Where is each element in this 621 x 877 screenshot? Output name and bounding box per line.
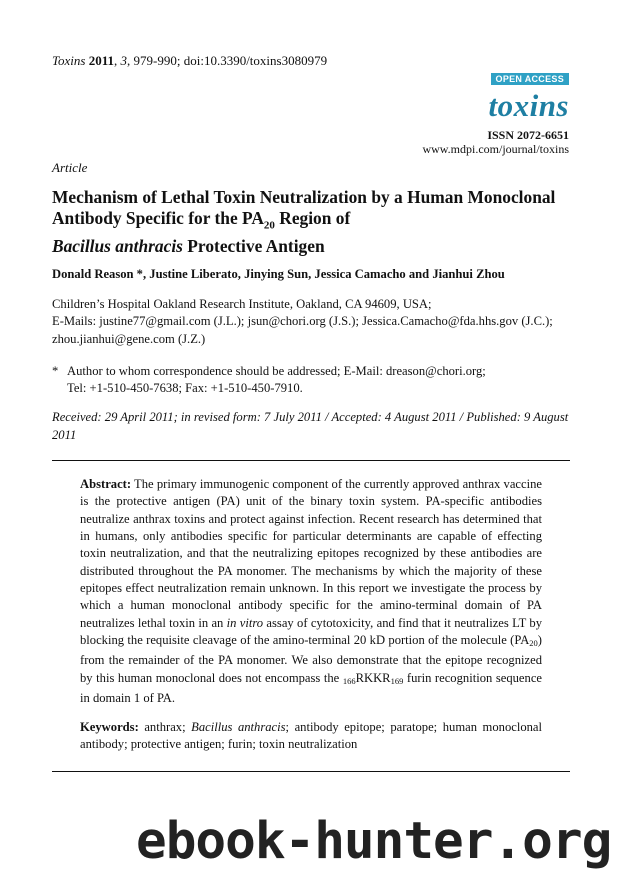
affiliation-emails: E-Mails: justine77@gmail.com (J.L.); jsun@chori.org (J.S.); Jessica.Camacho@fda.hhs.gov (J.C.); zhou.jianhui@gene.com (J.Z.) [52,314,553,346]
journal-citation: Toxins 2011, 3, 979-990; doi:10.3390/toxins3080979 [52,53,328,68]
title-species: Bacillus anthracis [52,236,183,257]
title-subscript: 20 [263,219,275,232]
journal-logo: toxins [488,88,569,123]
abstract-italic: in vitro [226,615,264,630]
keywords-text-1: anthrax; [138,720,192,734]
title-part-2: Region of [274,208,351,228]
journal-name: Toxins [52,53,86,68]
journal-year: 2011 [88,53,115,68]
divider-bottom [52,771,570,772]
divider-top [52,460,570,461]
keywords-italic: Bacillus anthracis [191,720,286,734]
abstract-motif: RKKR [355,670,391,685]
abstract [80,476,542,707]
publication-history: Received: 29 April 2011; in revised form: 7 July 2011 / Accepted: 4 August 2011 / Published: 9 August 2011 [52,410,569,442]
correspondence-line-2: Tel: +1-510-450-7638; Fax: +1-510-450-7910. [67,381,303,396]
abstract-text-3: ) from the remainder of the PA monomer. We also demonstrate that the epitope recognized by this human monoclonal does not encompass the [80,633,542,685]
title-part-1: Mechanism of Lethal Toxin Neutralization by a Human Monoclonal Antibody Specific for the PA [52,187,556,228]
open-access-badge: OPEN ACCESS [491,73,569,85]
title-part-3: Protective Antigen [182,236,325,257]
author-list: Donald Reason *, Justine Liberato, Jinying Sun, Jessica Camacho and Jianhui Zhou [52,267,505,281]
abstract-postsubscript: 169 [390,675,404,686]
abstract-text-1: The primary immunogenic component of the currently approved anthrax vaccine is the protective antigen (PA) unit of the binary toxin system. PA-specific antibodies neutralize anthrax toxins and protect against infection. Recent research has determined that in humans, only antibodies specific for particular determinants are capable of effecting toxin neutralization, and that the neutralizing epitopes recognized by these antibodies are distributed throughout the PA monomer. The mechanisms by which the majority of these epitopes effect neutralization remain unknown. In this report we investigate the process by which a human monoclonal antibody specific for the amino-terminal domain of PA neutralizes lethal toxin in an [80,477,542,630]
abstract-text-2: assay of cytotoxicity, and find that it neutralizes LT by blocking the requisite cleavage of the amino-terminal 20 kD portion of the molecule (PA [80,615,543,648]
keywords-label: Keywords: [80,720,139,734]
affiliation [52,296,572,348]
abstract-text-4: furin recognition sequence in domain 1 of PA. [80,670,542,706]
watermark: ebook-hunter.org [136,812,612,871]
article-title [52,187,572,257]
journal-website-link[interactable]: www.mdpi.com/journal/toxins [422,142,569,156]
correspondence-marker: * [52,364,59,378]
affiliation-institution: Children’s Hospital Oakland Research Institute, Oakland, CA 94609, USA; [52,297,432,311]
abstract-subscript-1: 20 [529,638,538,649]
issn: ISSN 2072-6651 [487,128,569,142]
article-type: Article [52,160,88,175]
keywords-text-2: ; antibody epitope; paratope; human monoclonal antibody; protective antigen; furin; toxin neutralization [80,720,543,752]
journal-doi: , 979-990; doi:10.3390/toxins3080979 [127,53,328,68]
correspondence-line-1: Author to whom correspondence should be addressed; E-Mail: dreason@chori.org; [67,364,486,378]
abstract-presubscript: 166 [342,675,356,686]
abstract-label: Abstract: [80,477,132,491]
journal-volume: 3 [120,53,128,68]
correspondence-note [52,363,572,398]
keywords [80,719,542,754]
